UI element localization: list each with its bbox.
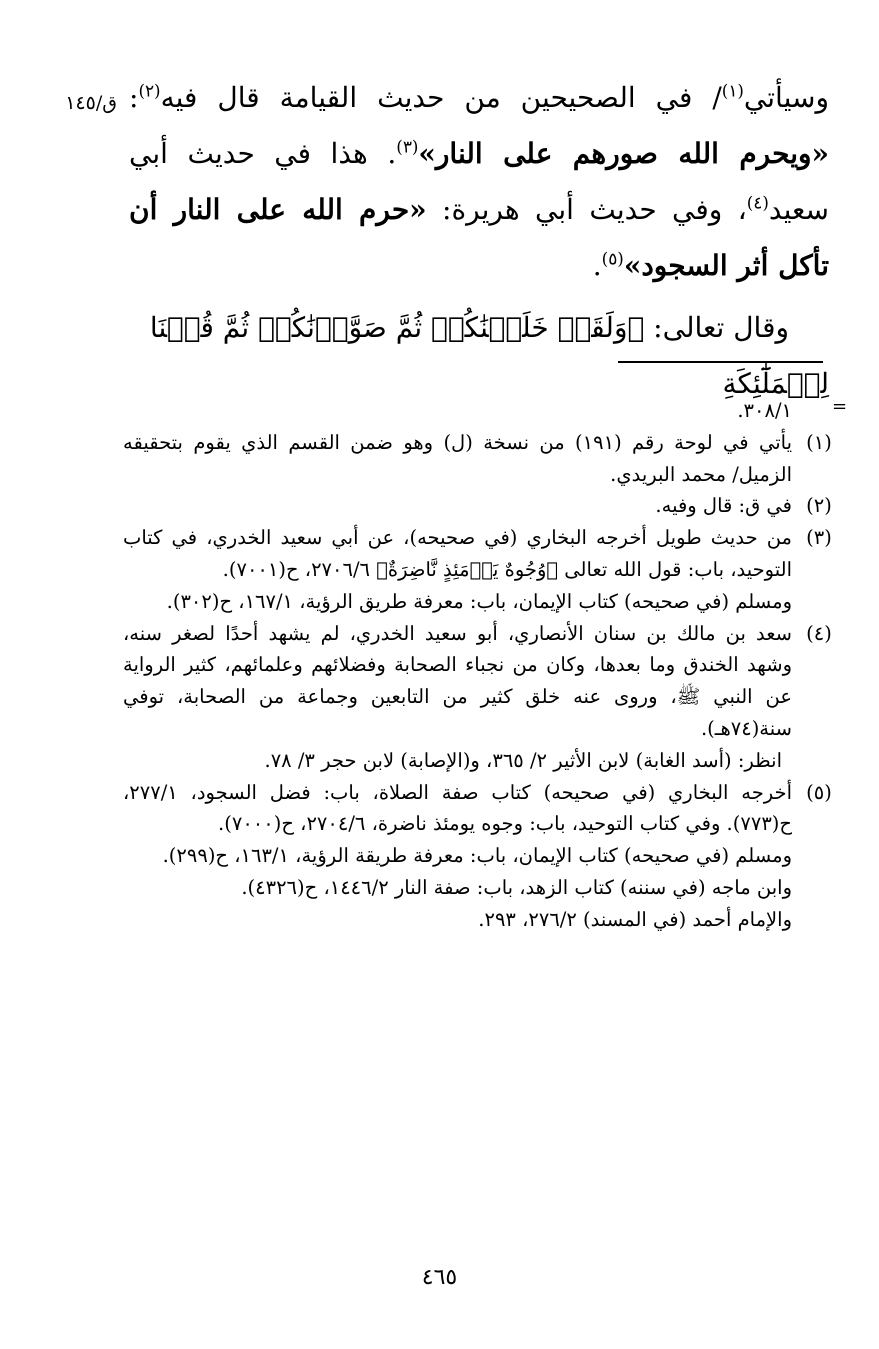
- main-text-span: ،: [737, 193, 747, 226]
- main-paragraph: [129, 70, 829, 294]
- main-text-span: :: [129, 81, 139, 114]
- quran-verse: ﴿وَلَقَدۡ خَلَقۡنَٰكُمۡ ثُمَّ صَوَّرۡنَٰكُمۡ ثُمَّ قُلۡنَا لِلۡمَلَٰٓئِكَةِ: [149, 311, 829, 400]
- page-number: ٤٦٥: [421, 1265, 458, 1290]
- footnote-text: سعد بن مالك بن سنان الأنصاري، أبو سعيد الخدري، لم يشهد أحدًا لصغر سنه، وشهد الخندق وما بعدها، وكان من نجباء الصحابة وفضلائهم وعلمائهم، كثير الرواية عن النبي ﷺ، وروى عنه خلق كثير من التابعين وجماعة من الصحابة، توفي سنة(٧٤هـ).: [123, 621, 792, 740]
- footnote-continuation: ٣٠٨/١.: [737, 399, 792, 422]
- footnote-5: [123, 777, 839, 936]
- footnote-4: [123, 618, 839, 777]
- main-text-span: وفي حديث أبي هريرة:: [426, 193, 723, 226]
- manuscript-folio-note: ق/١٤٥: [65, 92, 117, 114]
- footnote-2: [123, 490, 839, 522]
- main-text-span: . هذا في حديث أبي سعيد: [129, 137, 829, 226]
- footnote-separator: [618, 361, 823, 363]
- footnote-text: والإمام أحمد (في المسند) ٢٧٦/٢، ٢٩٣.: [478, 907, 792, 931]
- footnote-text: انظر: (أسد الغابة) لابن الأثير ٢/ ٣٦٥، و(الإصابة) لابن حجر ٣/ ٧٨.: [264, 748, 782, 772]
- main-text-span: .: [592, 249, 602, 282]
- footnote-text: [123, 522, 792, 586]
- footnote-number: (٤): [806, 621, 832, 645]
- footnote-ref-2[interactable]: (٢): [138, 80, 161, 101]
- quran-verse: ﴿وُجُوهٌ يَوۡمَئِذٍ نَّاضِرَةٌ﴾: [376, 557, 559, 581]
- footnote-3: [123, 522, 839, 617]
- footnote-text-span: ٢٧٠٦/٦، ح(٧٠٠١).: [222, 557, 377, 581]
- footnote-ref-1[interactable]: (١): [721, 80, 744, 101]
- footnote-ref-3[interactable]: (٣): [396, 136, 419, 157]
- footnote-text: في ق: قال وفيه.: [655, 494, 792, 518]
- main-text-span: وسيأتي: [743, 81, 829, 114]
- hadith-quote-1: «ويحرم الله صورهم على النار»: [418, 137, 830, 170]
- verse-intro: وقال تعالى:: [644, 311, 789, 344]
- footnote-text: ومسلم (في صحيحه) كتاب الإيمان، باب: معرفة طريقة الرؤية، ١٦٣/١، ح(٢٩٩).: [162, 844, 792, 868]
- hadith-quote-2: «حرم الله على النار أن تأكل أثر السجود»: [129, 193, 829, 282]
- footnote-text: وابن ماجه (في سننه) كتاب الزهد، باب: صفة النار ١٤٤٦/٢، ح(٤٣٢٦).: [241, 875, 792, 899]
- footnote-number: (٢): [806, 494, 832, 518]
- footnote-text: ومسلم (في صحيحه) كتاب الإيمان، باب: معرفة طريق الرؤية، ١٦٧/١، ح(٣٠٢).: [166, 589, 792, 613]
- footnote-number: (٣): [806, 526, 832, 550]
- footnote-text: أخرجه البخاري (في صحيحه) كتاب صفة الصلاة، باب: فضل السجود، ٢٧٧/١، ح(٧٧٣). وفي كتاب التوحيد، باب: وجوه يومئذ ناضرة، ٢٧٠٤/٦، ح(٧٠٠٠).: [123, 780, 792, 836]
- footnote-1: [123, 427, 839, 491]
- footnote-ref-4[interactable]: (٤): [746, 192, 769, 213]
- footnote-number: (١): [806, 430, 832, 454]
- footnote-text-span: من حديث طويل أخرجه البخاري (في صحيحه)، عن أبي سعيد الخدري، في كتاب التوحيد، باب: قول الله تعالى: [123, 526, 792, 581]
- main-text-span: / في الصحيحين من حديث القيامة قال فيه: [160, 81, 722, 114]
- footnotes: [123, 395, 839, 936]
- footnote-ref-5[interactable]: (٥): [601, 248, 624, 269]
- footnote-number: (٥): [806, 780, 832, 804]
- continuation-mark: =: [832, 396, 848, 417]
- footnote-text: يأتي في لوحة رقم (١٩١) من نسخة (ل) وهو ضمن القسم الذي يقوم بتحقيقه الزميل/ محمد البريدي.: [123, 430, 792, 486]
